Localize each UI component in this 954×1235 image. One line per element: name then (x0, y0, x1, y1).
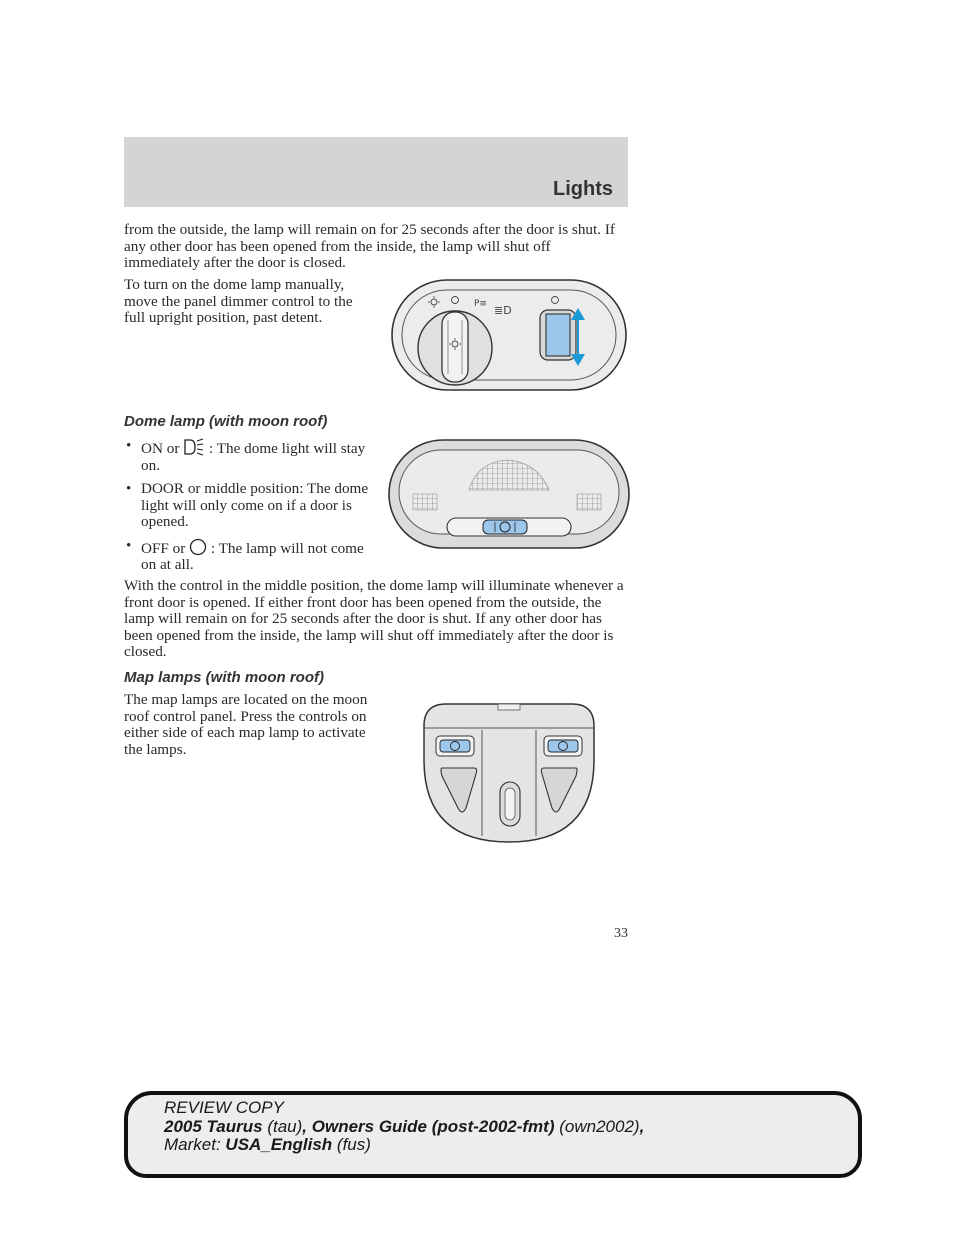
footer-model: 2005 Taurus (164, 1116, 263, 1136)
footer-guide: , Owners Guide (post-2002-fmt) (302, 1116, 555, 1136)
footer-market-label: Market: (164, 1135, 221, 1154)
headlamp-control-figure (390, 278, 628, 392)
bullet-on-prefix: ON or (141, 440, 180, 457)
footer-comma: , (639, 1116, 645, 1136)
dome-lamp-figure (387, 438, 631, 550)
bullet-off-prefix: OFF or (141, 539, 186, 557)
footer-review-copy: REVIEW COPY (164, 1098, 284, 1117)
section-heading-map-lamps: Map lamps (with moon roof) (124, 669, 324, 686)
bullet-off-suffix: : The lamp will not come on at all. (141, 539, 364, 573)
svg-text:≣D: ≣D (494, 304, 512, 317)
paragraph-map-lamps: The map lamps are located on the moon roof control panel. Press the controls on either side of each map lamp to activate the lamps. (124, 691, 368, 758)
footer-line-3 (164, 1136, 644, 1155)
page-title: Lights (553, 178, 613, 200)
page-number: 33 (614, 926, 628, 941)
paragraph-manual-dome: To turn on the dome lamp manually, move the panel dimmer control to the full upright position, past detent. (124, 276, 353, 326)
map-lamps-figure (420, 700, 598, 846)
paragraph-middle-position: With the control in the middle position, the dome lamp will illuminate whenever a front door is opened. If either front door has been opened from the outside, the lamp will remain on for 25 seconds after the door is shut. If any other door has been opened from the inside, the lamp will shut off immediately after the door is closed. (124, 577, 624, 660)
footer-model-code: (tau) (267, 1116, 303, 1136)
paragraph-continued: from the outside, the lamp will remain on for 25 seconds after the door is shut. If any other door has been opened from the inside, the lamp will shut off immediately after the door is closed. (124, 221, 615, 271)
footer-line-2 (164, 1118, 644, 1137)
dome-lamp-bullet-list (124, 438, 374, 581)
footer-text (164, 1099, 644, 1155)
circle-off-icon (189, 538, 207, 556)
svg-text:P≡: P≡ (474, 299, 487, 309)
section-heading-dome-lamp: Dome lamp (with moon roof) (124, 413, 328, 430)
bullet-on-suffix: : The dome light will stay on. (141, 440, 366, 474)
footer-guide-code: (own2002) (559, 1116, 640, 1136)
bullet-on (124, 438, 374, 474)
footer-market-code: (fus) (336, 1135, 371, 1154)
bullet-off (124, 538, 374, 574)
footer-market: USA_English (225, 1135, 333, 1154)
header-band (124, 137, 628, 207)
dome-light-on-icon (183, 438, 205, 456)
review-copy-footer (124, 1091, 862, 1178)
bullet-door: • DOOR or middle position: The dome light will only come on if a door is opened. (124, 481, 374, 531)
